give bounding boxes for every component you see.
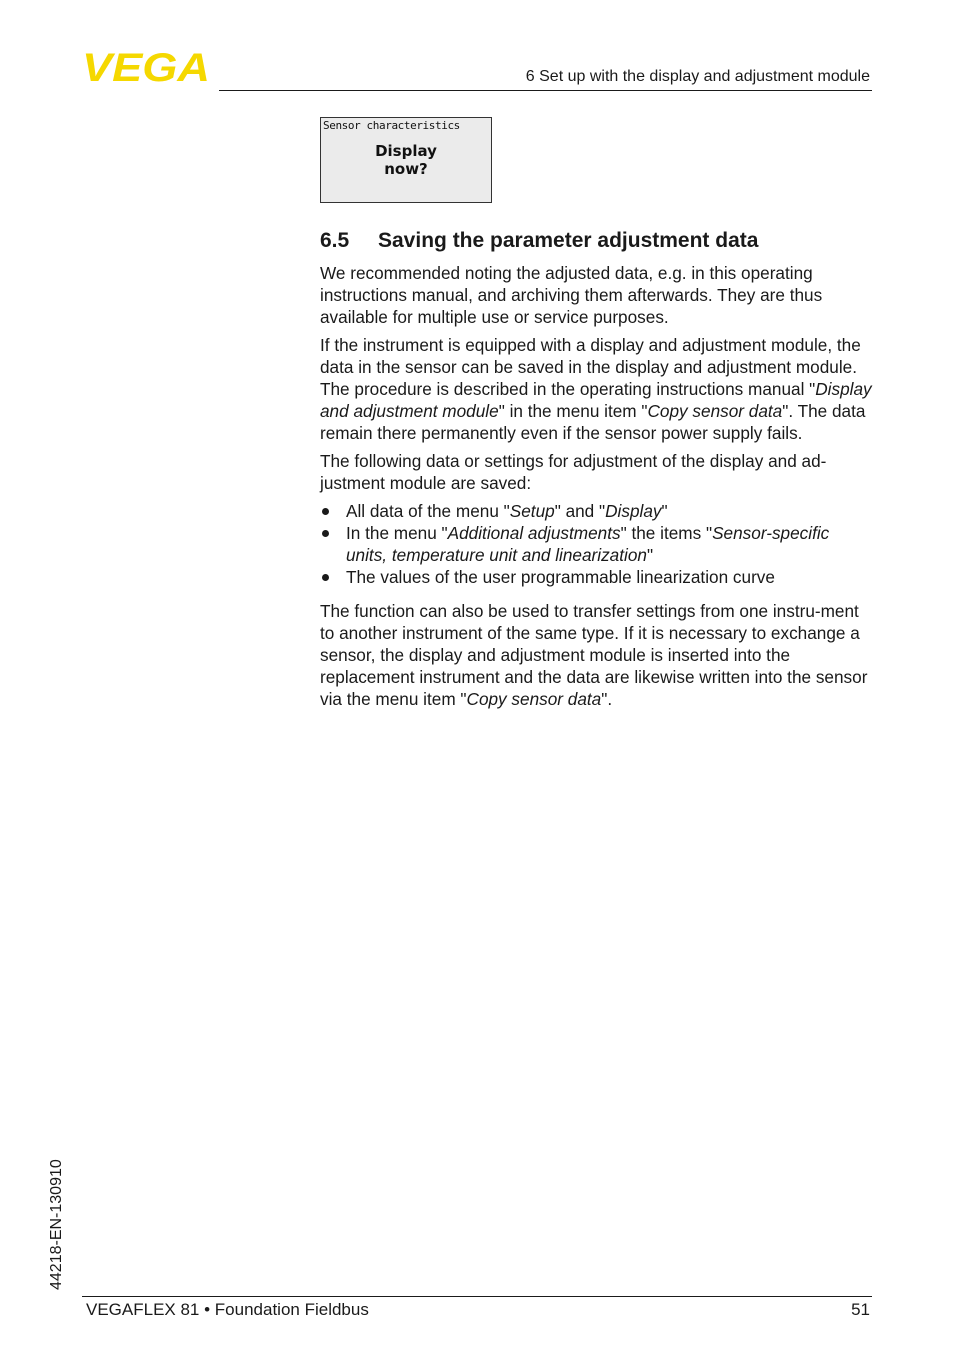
section-heading <box>320 229 758 253</box>
display-title: Sensor characteristics <box>323 119 460 132</box>
vega-logo <box>82 50 212 84</box>
text-run: " <box>661 501 668 521</box>
footer-divider <box>82 1296 872 1297</box>
bullet-icon <box>322 530 329 537</box>
text-run: In the menu " <box>346 523 448 543</box>
text-run: All data of the menu " <box>346 501 510 521</box>
bullet-icon <box>322 508 329 515</box>
logo-text: VEGA <box>82 50 210 84</box>
section-number: 6.5 <box>320 229 350 252</box>
italic-run: Additional adjustments <box>447 523 621 543</box>
text-run: If the instrument is equipped with a display and adjustment module, the data in the sensor can be saved in the display and adjustment module. The procedure is described in the operating instructions manual " <box>320 335 861 399</box>
italic-run: Sensor-specific units, temperature unit and linearization <box>346 523 830 565</box>
italic-run: Display <box>605 501 662 521</box>
text-run: " the items " <box>620 523 713 543</box>
display-prompt-line1: Display <box>375 142 437 160</box>
italic-run: Display and adjustment module <box>320 379 872 421</box>
saved-data-list <box>320 500 872 588</box>
document-code: 44218-EN-130910 <box>48 1159 65 1290</box>
list-item <box>320 500 872 522</box>
text-run: The function can also be used to transfer settings from one instru-ment to another instrument of the same type. If it is necessary to exchange a sensor, the display and adjustment module is inserted into the replacement instrument and the data are likewise written into the sensor via the menu item " <box>320 601 868 709</box>
text-run: ". The data remain there permanently even if the sensor power supply fails. <box>320 401 866 443</box>
paragraph-3: The following data or settings for adjustment of the display and ad-justment module are saved: <box>320 451 827 493</box>
text-run: The values of the user programmable linearization curve <box>346 567 775 587</box>
display-prompt-line2: now? <box>384 160 428 178</box>
chapter-header: 6 Set up with the display and adjustment module <box>525 68 870 85</box>
italic-run: Copy sensor data <box>647 401 783 421</box>
section-title: Saving the parameter adjustment data <box>378 229 759 252</box>
section-body <box>320 262 872 716</box>
italic-run: Setup <box>509 501 555 521</box>
footer-product: VEGAFLEX 81 • Foundation Fieldbus <box>86 1300 369 1319</box>
text-run: " <box>646 545 654 565</box>
text-run: ". <box>601 689 613 709</box>
vega-logo-icon <box>82 50 212 84</box>
text-run: " and " <box>554 501 606 521</box>
bullet-icon <box>322 574 329 581</box>
paragraph-1: We recommended noting the adjusted data, e.g. in this operating instructions manual, and archiving them afterwards. They are thus available for multiple use or service purposes. <box>320 263 823 327</box>
list-item <box>320 566 872 588</box>
italic-run: Copy sensor data <box>466 689 602 709</box>
display-module-screen <box>320 117 492 203</box>
text-run: " in the menu item " <box>498 401 648 421</box>
header-divider <box>219 90 872 91</box>
paragraph-2 <box>320 334 872 444</box>
list-item <box>320 522 872 566</box>
page-number: 51 <box>851 1300 870 1319</box>
display-prompt <box>321 142 491 178</box>
paragraph-4 <box>320 600 872 710</box>
